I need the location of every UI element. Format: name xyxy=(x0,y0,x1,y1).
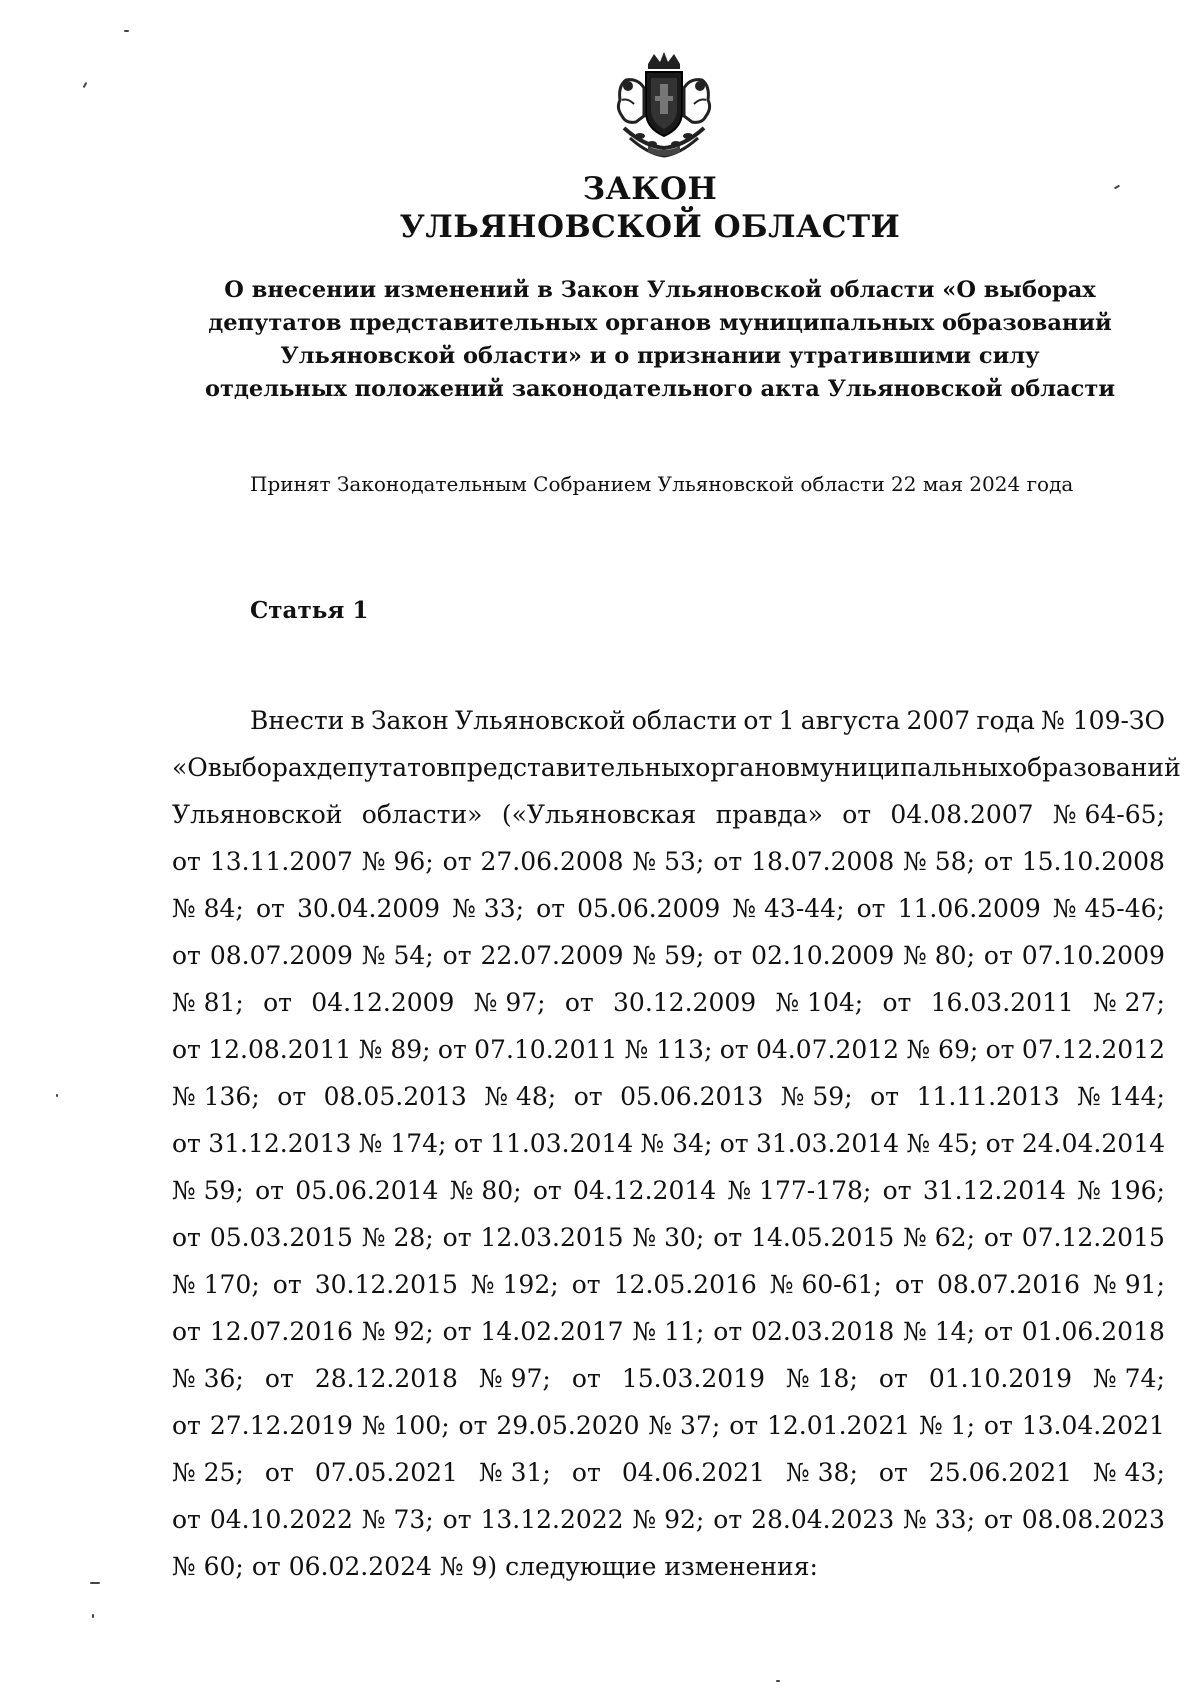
body-line: от 12.07.2016 № 92; от 14.02.2017 № 11; от 02.03.2018 № 14; от 01.06.2018 xyxy=(172,1317,1165,1346)
body-line: от 04.10.2022 № 73; от 13.12.2022 № 92; от 28.04.2023 № 33; от 08.08.2023 xyxy=(172,1505,1165,1534)
body-line: от 08.07.2009 № 54; от 22.07.2009 № 59; от 02.10.2009 № 80; от 07.10.2009 xyxy=(172,941,1165,970)
law-subject xyxy=(200,274,1120,406)
body-line: Ульяновской области» («Ульяновская правда» от 04.08.2007 № 64-65; xyxy=(172,800,1165,829)
law-subject-line: Ульяновской области» и о признании утратившими силу xyxy=(280,343,1040,369)
article-body xyxy=(172,697,1181,1590)
scan-speck xyxy=(92,1614,94,1618)
body-line: № 60; от 06.02.2024 № 9) следующие изменения: xyxy=(172,1552,818,1581)
body-line: от 31.12.2013 № 174; от 11.03.2014 № 34; от 31.03.2014 № 45; от 24.04.2014 xyxy=(172,1129,1165,1158)
body-line: от 27.12.2019 № 100; от 29.05.2020 № 37; от 12.01.2021 № 1; от 13.04.2021 xyxy=(172,1411,1165,1440)
scan-speck xyxy=(124,30,129,32)
body-line: № 36; от 28.12.2018 № 97; от 15.03.2019 № 18; от 01.10.2019 № 74; xyxy=(172,1364,1165,1393)
scan-speck xyxy=(90,1582,100,1584)
body-line: № 170; от 30.12.2015 № 192; от 12.05.2016 № 60-61; от 08.07.2016 № 91; xyxy=(172,1270,1165,1299)
body-line: Внести в Закон Ульяновской области от 1 августа 2007 года № 109-ЗО xyxy=(250,706,1165,735)
document-title: ЗАКОН xyxy=(582,171,718,207)
body-line: от 13.11.2007 № 96; от 27.06.2008 № 53; от 18.07.2008 № 58; от 15.10.2008 xyxy=(172,847,1165,876)
document-title-region: УЛЬЯНОВСКОЙ ОБЛАСТИ xyxy=(399,209,901,245)
body-line: № 136; от 08.05.2013 № 48; от 05.06.2013 № 59; от 11.11.2013 № 144; xyxy=(172,1082,1165,1111)
body-line: от 12.08.2011 № 89; от 07.10.2011 № 113; от 04.07.2012 № 69; от 07.12.2012 xyxy=(172,1035,1165,1064)
law-subject-line: депутатов представительных органов муниципальных образований xyxy=(208,310,1112,336)
coat-of-arms-icon xyxy=(604,50,724,162)
scan-speck xyxy=(56,1094,58,1097)
adoption-note: Принят Законодательным Собранием Ульяновской области 22 мая 2024 года xyxy=(250,472,1074,496)
law-subject-line: отдельных положений законодательного акта Ульяновской области xyxy=(204,376,1116,402)
scan-speck xyxy=(83,82,88,88)
law-subject-line: О внесении изменений в Закон Ульяновской области «О выборах xyxy=(224,277,1096,303)
body-line: № 81; от 04.12.2009 № 97; от 30.12.2009 № 104; от 16.03.2011 № 27; xyxy=(172,988,1165,1017)
body-line: № 25; от 07.05.2021 № 31; от 04.06.2021 № 38; от 25.06.2021 № 43; xyxy=(172,1458,1165,1487)
body-line: № 84; от 30.04.2009 № 33; от 05.06.2009 № 43-44; от 11.06.2009 № 45-46; xyxy=(172,894,1165,923)
scan-speck xyxy=(776,1680,780,1682)
article-heading: Статья 1 xyxy=(250,597,369,624)
body-line: № 59; от 05.06.2014 № 80; от 04.12.2014 № 177-178; от 31.12.2014 № 196; xyxy=(172,1176,1165,1205)
body-line: «О выборах депутатов представительных органов муниципальных образований xyxy=(172,753,1181,782)
body-line: от 05.03.2015 № 28; от 12.03.2015 № 30; от 14.05.2015 № 62; от 07.12.2015 xyxy=(172,1223,1165,1252)
